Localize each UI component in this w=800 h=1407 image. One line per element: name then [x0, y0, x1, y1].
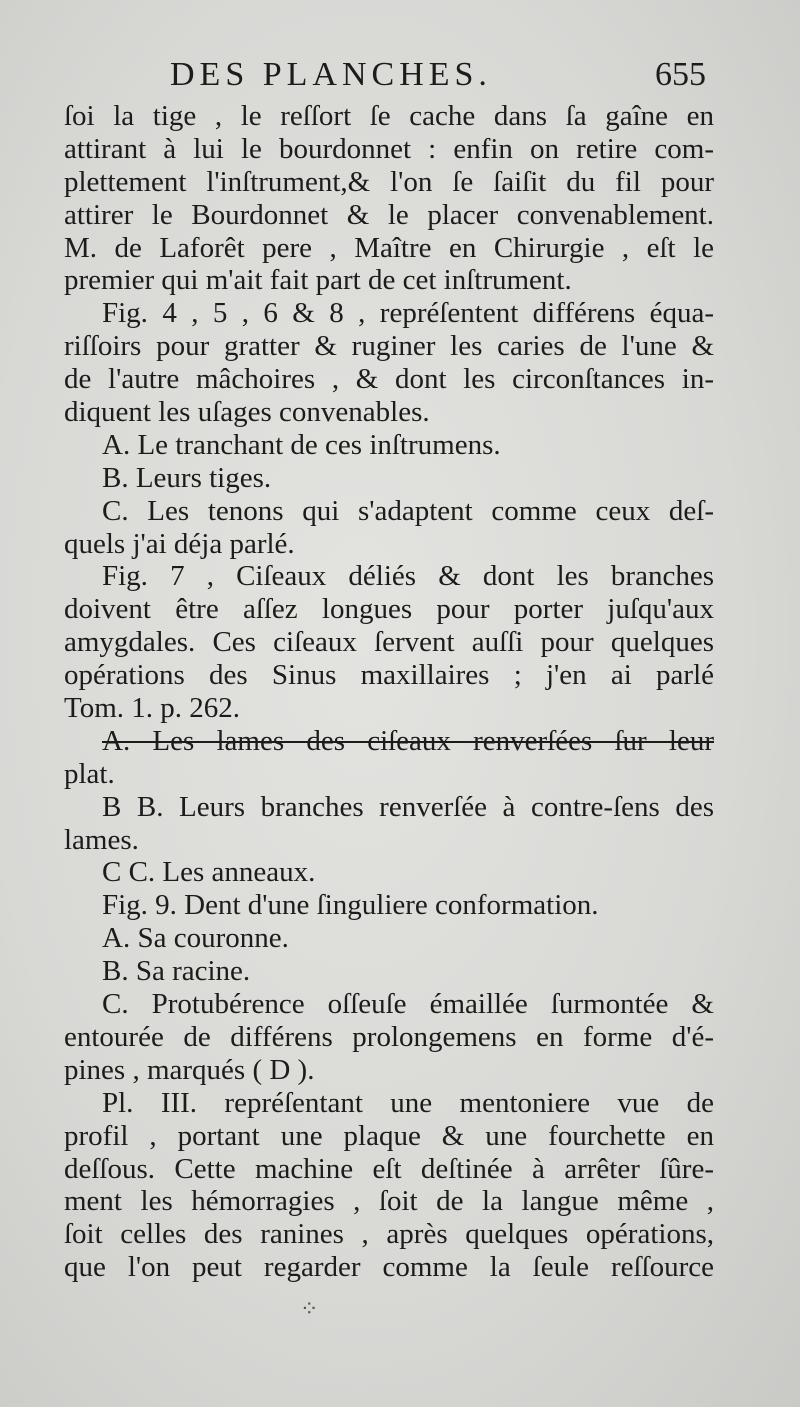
text-line: Fig. 4 , 5 , 6 & 8 , repréſentent différens équa-: [102, 297, 714, 330]
text-line: C. Les tenons qui s'adaptent comme ceux deſ-: [102, 494, 714, 527]
text-line: C. Protubérence oſſeuſe émaillée ſurmontée &: [102, 988, 714, 1021]
text-line: profil , portant une plaque & une fourchette en: [64, 1119, 714, 1152]
text-line: amygdales. Ces ciſeaux ſervent auſſi pour quelques: [64, 626, 714, 659]
text-line: B. Leurs tiges.: [102, 461, 272, 494]
text-line: Fig. 9. Dent d'une ſinguliere conformation.: [102, 889, 599, 922]
printer-mark-icon: ⁘: [300, 1296, 319, 1321]
page-number: 655: [655, 56, 706, 93]
text-line: que l'on peut regarder comme la ſeule reſſource: [64, 1251, 714, 1284]
text-line: de l'autre mâchoires , & dont les circonſtances in-: [64, 363, 714, 396]
running-head: DES PLANCHES.: [170, 56, 492, 93]
text-line: B. Sa racine.: [102, 955, 251, 988]
text-line: Fig. 7 , Ciſeaux déliés & dont les branches: [102, 560, 714, 593]
text-line: Tom. 1. p. 262.: [64, 692, 240, 725]
text-line: attirant à lui le bourdonnet : enfin on retire com-: [64, 132, 714, 165]
text-line: plat.: [64, 757, 115, 790]
text-line: ment les hémorragies , ſoit de la langue même ,: [64, 1185, 714, 1218]
text-line: opérations des Sinus maxillaires ; j'en ai parlé: [64, 659, 714, 692]
text-line: plettement l'inſtrument,& l'on ſe ſaiſit du fil pour: [64, 165, 714, 198]
text-line: A. Sa couronne.: [102, 922, 289, 955]
page-header: [0, 56, 800, 100]
body-text: [64, 100, 714, 1284]
text-line: pines , marqués ( D ).: [64, 1053, 315, 1086]
text-line: lames.: [64, 823, 139, 856]
text-line: ſoit celles des ranines , après quelques opérations,: [64, 1218, 714, 1251]
text-line: A. Les lames des ciſeaux renverſées ſur leur: [102, 724, 714, 757]
text-line: premier qui m'ait fait part de cet inſtrument.: [64, 264, 572, 297]
text-line: entourée de différens prolongemens en forme d'é-: [64, 1020, 714, 1053]
text-line: B B. Leurs branches renverſée à contre-ſens des: [102, 790, 714, 823]
text-line: M. de Laforêt pere , Maître en Chirurgie , eſt le: [64, 231, 714, 264]
text-line: C C. Les anneaux.: [102, 856, 316, 889]
text-line: diquent les uſages convenables.: [64, 396, 430, 429]
text-line: doivent être aſſez longues pour porter juſqu'aux: [64, 593, 714, 626]
text-line: ſoi la tige , le reſſort ſe cache dans ſa gaîne en: [64, 100, 714, 132]
text-line: Pl. III. repréſentant une mentoniere vue de: [102, 1086, 714, 1119]
text-line: deſſous. Cette machine eſt deſtinée à arrêter ſûre-: [64, 1152, 714, 1185]
text-line: attirer le Bourdonnet & le placer convenablement.: [64, 198, 714, 231]
text-line: riſſoirs pour gratter & ruginer les caries de l'une &: [64, 330, 714, 363]
text-line: A. Le tranchant de ces inſtrumens.: [102, 428, 501, 461]
text-line: quels j'ai déja parlé.: [64, 527, 295, 560]
